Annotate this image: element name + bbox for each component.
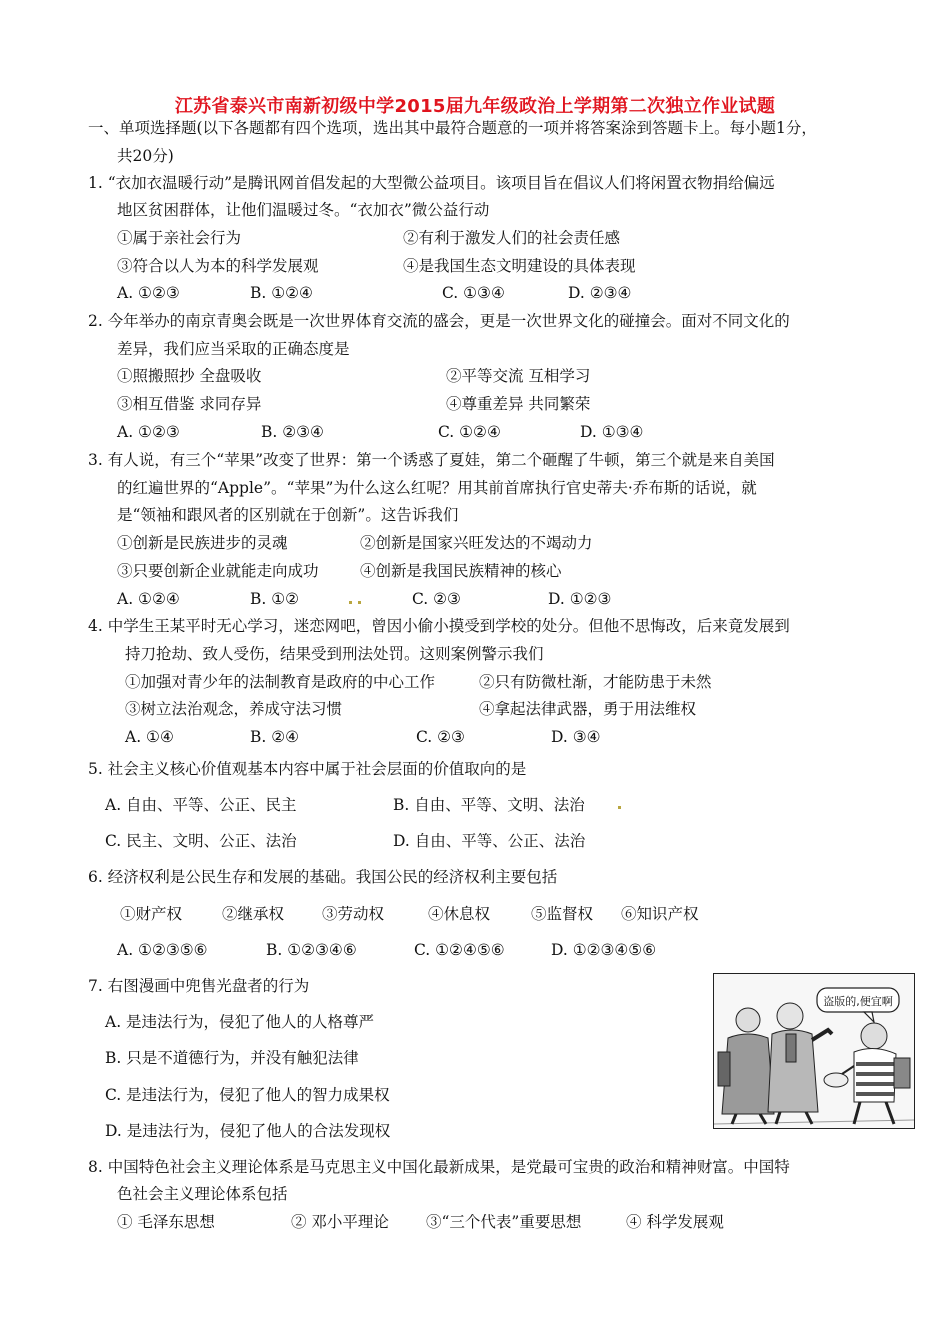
q2-opt2: ②平等交流 互相学习 <box>446 367 591 385</box>
q1-opt3: ③符合以人为本的科学发展观 <box>117 257 319 275</box>
stray-mark <box>358 601 361 604</box>
q6-opt5: ⑤监督权 <box>531 905 594 923</box>
q7-stem: 7. 右图漫画中兜售光盘者的行为 <box>88 977 310 995</box>
q6-opt6: ⑥知识产权 <box>621 905 699 923</box>
q8-opt2: ② 邓小平理论 <box>291 1213 389 1231</box>
q4-opt2: ②只有防微杜渐，才能防患于未然 <box>479 673 712 691</box>
q7-choice-b[interactable]: B. 只是不道德行为，并没有触犯法律 <box>105 1049 359 1067</box>
q4-choice-b[interactable]: B. ②④ <box>250 728 300 746</box>
q8-opt3: ③“三个代表”重要思想 <box>426 1213 582 1231</box>
page-title: 江苏省泰兴市南新初级中学2015届九年级政治上学期第二次独立作业试题 <box>174 96 776 117</box>
cartoon-image <box>713 973 915 1129</box>
q1-choice-d[interactable]: D. ②③④ <box>568 284 632 302</box>
q2-choice-d[interactable]: D. ①③④ <box>580 423 644 441</box>
q7-choice-d[interactable]: D. 是违法行为，侵犯了他人的合法发现权 <box>105 1122 391 1140</box>
q3-choice-c[interactable]: C. ②③ <box>412 590 461 608</box>
stray-mark <box>349 601 352 604</box>
q6-opt4: ④休息权 <box>428 905 491 923</box>
q7-choice-a[interactable]: A. 是违法行为，侵犯了他人的人格尊严 <box>105 1013 375 1031</box>
q1-choice-c[interactable]: C. ①③④ <box>442 284 505 302</box>
q2-opt4: ④尊重差异 共同繁荣 <box>446 395 591 413</box>
cartoon-illustration <box>714 974 914 1128</box>
q8-stem-cont: 色社会主义理论体系包括 <box>117 1185 288 1203</box>
q1-choice-b[interactable]: B. ①②④ <box>250 284 313 302</box>
q4-stem: 4. 中学生王某平时无心学习，迷恋网吧，曾因小偷小摸受到学校的处分。但他不思悔改，后来竟发展到 <box>88 617 790 635</box>
q8-opt4: ④ 科学发展观 <box>626 1213 724 1231</box>
q4-opt3: ③树立法治观念，养成守法习惯 <box>125 700 343 718</box>
q4-stem-cont: 持刀抢劫、致人受伤，结果受到刑法处罚。这则案例警示我们 <box>125 645 544 663</box>
q3-stem: 3. 有人说，有三个“苹果”改变了世界：第一个诱惑了夏娃，第二个砸醒了牛顿，第三个就是来自美国 <box>88 451 775 469</box>
q3-choice-a[interactable]: A. ①②④ <box>117 590 180 608</box>
stray-mark <box>618 806 621 809</box>
q3-choice-b[interactable]: B. ①② <box>250 590 300 608</box>
q1-stem-cont: 地区贫困群体，让他们温暖过冬。“衣加衣”微公益行动 <box>117 201 490 219</box>
q6-choice-b[interactable]: B. ①②③④⑥ <box>266 941 357 959</box>
q4-choice-a[interactable]: A. ①④ <box>125 728 174 746</box>
q2-stem: 2. 今年举办的南京青奥会既是一次世界体育交流的盛会，更是一次世界文化的碰撞会。面对不同文化的 <box>88 312 790 330</box>
q6-opt2: ②继承权 <box>222 905 285 923</box>
q1-opt4: ④是我国生态文明建设的具体表现 <box>403 257 636 275</box>
q8-stem: 8. 中国特色社会主义理论体系是马克思主义中国化最新成果，是党最可宝贵的政治和精神财富。中国特 <box>88 1158 790 1176</box>
q5-choice-c[interactable]: C. 民主、文明、公正、法治 <box>105 832 297 850</box>
q5-choice-d[interactable]: D. 自由、平等、公正、法治 <box>393 832 586 850</box>
q6-opt1: ①财产权 <box>120 905 183 923</box>
q3-opt3: ③只要创新企业就能走向成功 <box>117 562 319 580</box>
q6-choice-a[interactable]: A. ①②③⑤⑥ <box>117 941 208 959</box>
q2-stem-cont: 差异，我们应当采取的正确态度是 <box>117 340 350 358</box>
q5-stem: 5. 社会主义核心价值观基本内容中属于社会层面的价值取向的是 <box>88 760 527 778</box>
q4-choice-c[interactable]: C. ②③ <box>416 728 465 746</box>
q4-opt1: ①加强对青少年的法制教育是政府的中心工作 <box>125 673 436 691</box>
q3-opt2: ②创新是国家兴旺发达的不竭动力 <box>360 534 593 552</box>
speech-bubble-text: 盗版的,便宜啊 <box>823 995 893 1008</box>
q6-choice-d[interactable]: D. ①②③④⑤⑥ <box>551 941 657 959</box>
q3-choice-d[interactable]: D. ①②③ <box>548 590 612 608</box>
q2-opt1: ①照搬照抄 全盘吸收 <box>117 367 262 385</box>
q3-stem-cont2: 是“领袖和跟风者的区别就在于创新”。这告诉我们 <box>117 506 459 524</box>
q2-choice-a[interactable]: A. ①②③ <box>117 423 180 441</box>
q4-opt4: ④拿起法律武器，勇于用法维权 <box>479 700 697 718</box>
q6-opt3: ③劳动权 <box>322 905 385 923</box>
q5-choice-b[interactable]: B. 自由、平等、文明、法治 <box>393 796 585 814</box>
q8-opt1: ① 毛泽东思想 <box>117 1213 215 1231</box>
q4-choice-d[interactable]: D. ③④ <box>551 728 601 746</box>
q3-opt1: ①创新是民族进步的灵魂 <box>117 534 288 552</box>
q1-stem: 1. “衣加衣温暖行动”是腾讯网首倡发起的大型微公益项目。该项目旨在倡议人们将闲置衣物捐给偏远 <box>88 174 775 192</box>
q2-choice-b[interactable]: B. ②③④ <box>261 423 324 441</box>
q3-stem-cont: 的红遍世界的“Apple”。“苹果”为什么这么红呢？用其前首席执行官史蒂夫·乔布斯的话说，就 <box>117 479 757 497</box>
q7-choice-c[interactable]: C. 是违法行为，侵犯了他人的智力成果权 <box>105 1086 390 1104</box>
q6-choice-c[interactable]: C. ①②④⑤⑥ <box>414 941 505 959</box>
section-heading-cont: 共20分) <box>117 147 174 165</box>
q3-opt4: ④创新是我国民族精神的核心 <box>360 562 562 580</box>
section-heading: 一、单项选择题(以下各题都有四个选项，选出其中最符合题意的一项并将答案涂到答题卡上。每小题1分， <box>88 119 817 137</box>
q2-opt3: ③相互借鉴 求同存异 <box>117 395 262 413</box>
q6-stem: 6. 经济权利是公民生存和发展的基础。我国公民的经济权利主要包括 <box>88 868 558 886</box>
q1-opt1: ①属于亲社会行为 <box>117 229 242 247</box>
q1-choice-a[interactable]: A. ①②③ <box>117 284 180 302</box>
q2-choice-c[interactable]: C. ①②④ <box>438 423 501 441</box>
q5-choice-a[interactable]: A. 自由、平等、公正、民主 <box>105 796 297 814</box>
q1-opt2: ②有利于激发人们的社会责任感 <box>403 229 621 247</box>
